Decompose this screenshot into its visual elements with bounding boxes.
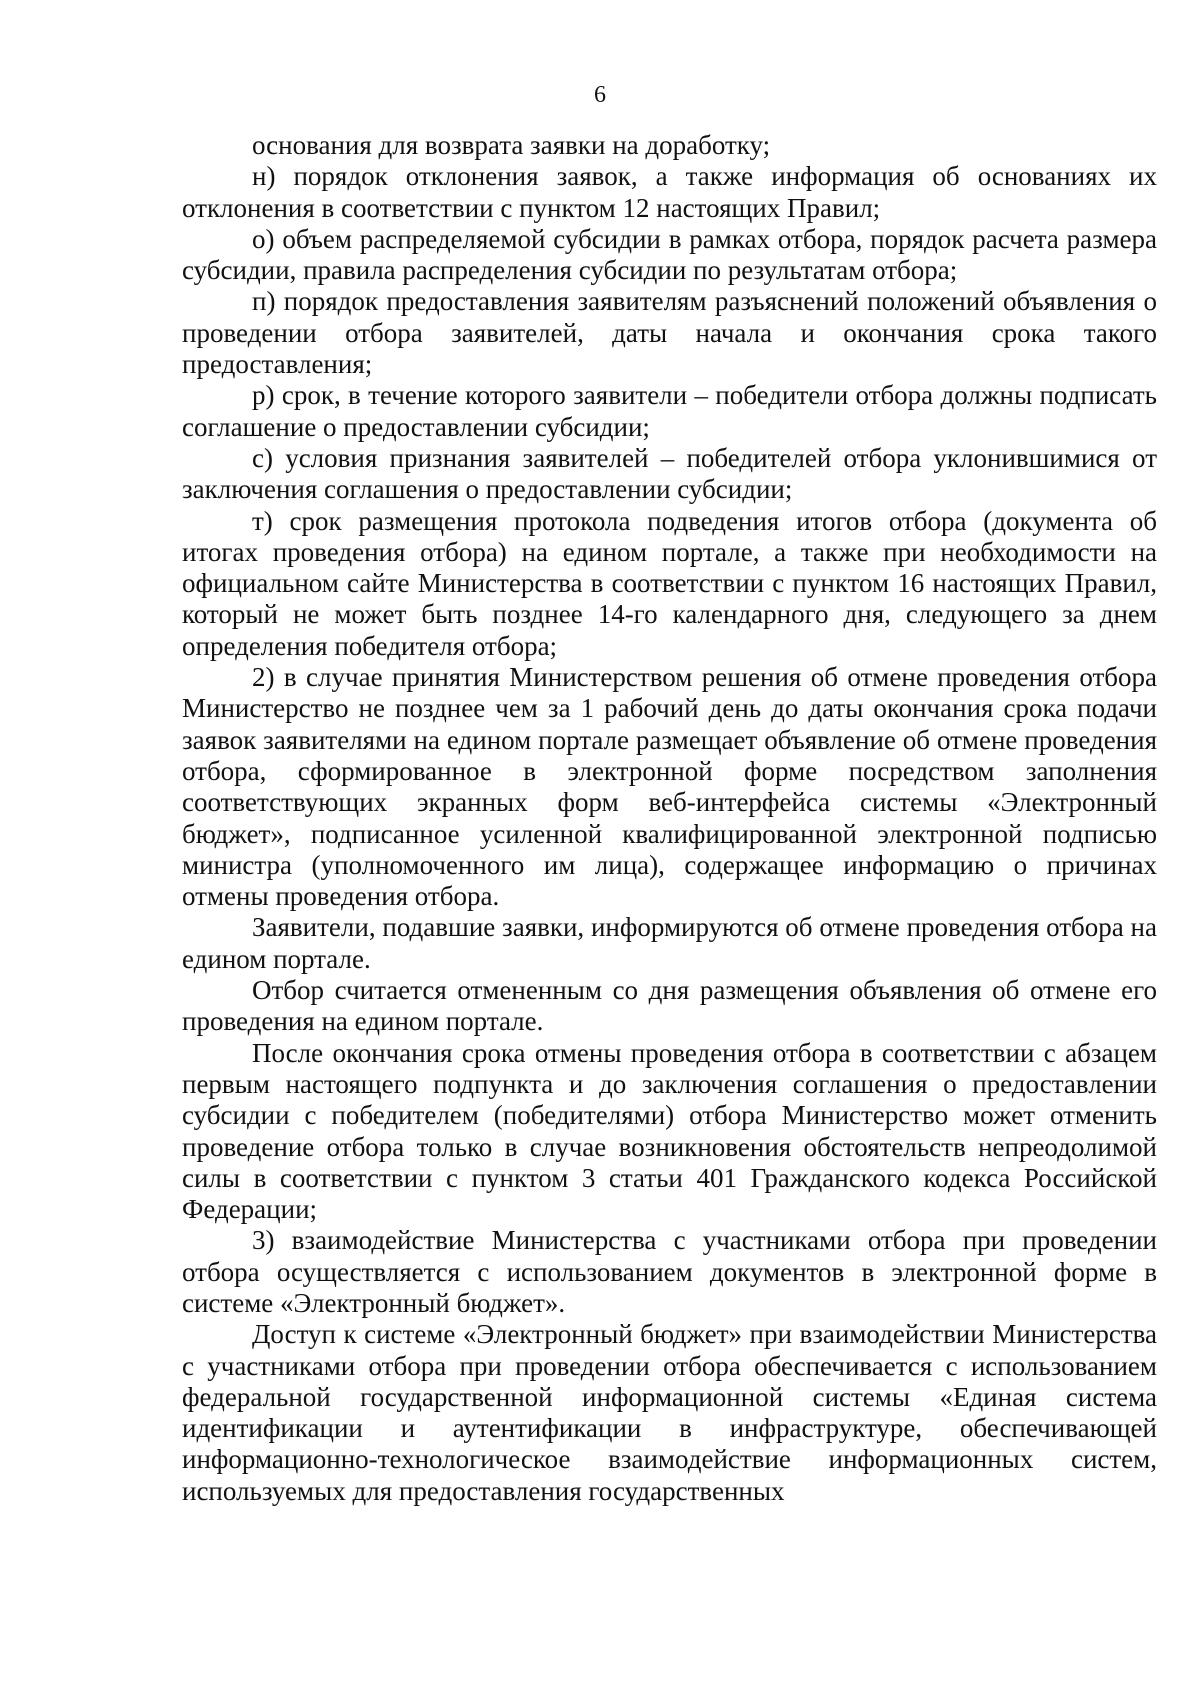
document-body — [182, 130, 1157, 1507]
paragraph: с) условия признания заявителей – победителей отбора уклонившимися от заключения соглашения о предоставлении субсидии; — [182, 442, 1157, 505]
paragraph: Доступ к системе «Электронный бюджет» при взаимодействии Министерства с участниками отбора при проведении отбора обеспечивается с использованием федеральной государственной информационной системы «Единая система идентификации и аутентификации в инфраструктуре, обеспечивающей информационно-технологическое взаимодействие информационных систем, используемых для предоставления государственных — [182, 1319, 1157, 1506]
paragraph: п) порядок предоставления заявителям разъяснений положений объявления о проведении отбора заявителей, даты начала и окончания срока такого предоставления; — [182, 286, 1157, 380]
paragraph: 2) в случае принятия Министерством решения об отмене проведения отбора Министерство не позднее чем за 1 рабочий день до даты окончания срока подачи заявок заявителями на едином портале размещает объявление об отмене проведения отбора, сформированное в электронной форме посредством заполнения соответствующих экранных форм веб-интерфейса системы «Электронный бюджет», подписанное усиленной квалифицированной электронной подписью министра (уполномоченного им лица), содержащее информацию о причинах отмены проведения отбора. — [182, 662, 1157, 912]
paragraph: Отбор считается отмененным со дня размещения объявления об отмене его проведения на едином портале. — [182, 975, 1157, 1037]
paragraph: н) порядок отклонения заявок, а также информация об основаниях их отклонения в соответствии с пунктом 12 настоящих Правил; — [182, 161, 1157, 223]
page-number: 6 — [594, 82, 606, 108]
paragraph: Заявители, подавшие заявки, информируются об отмене проведения отбора на едином портале. — [182, 912, 1157, 974]
paragraph: р) срок, в течение которого заявители – победители отбора должны подписать соглашение о предоставлении субсидии; — [182, 380, 1157, 442]
paragraph: После окончания срока отмены проведения отбора в соответствии с абзацем первым настоящего подпункта и до заключения соглашения о предоставлении субсидии с победителем (победителями) отбора Министерство может отменить проведение отбора только в случае возникновения обстоятельств непреодолимой силы в соответствии с пунктом 3 статьи 401 Гражданского кодекса Российской Федерации; — [182, 1037, 1157, 1225]
paragraph: основания для возврата заявки на доработку; — [252, 130, 771, 160]
paragraph: т) срок размещения протокола подведения итогов отбора (документа об итогах проведения отбора) на едином портале, а также при необходимости на официальном сайте Министерства в соответствии с пунктом 16 настоящих Правил, который не может быть позднее 14-го календарного дня, следующего за днем определения победителя отбора; — [182, 505, 1157, 661]
paragraph: о) объем распределяемой субсидии в рамках отбора, порядок расчета размера субсидии, правила распределения субсидии по результатам отбора; — [182, 223, 1157, 286]
paragraph: 3) взаимодействие Министерства с участниками отбора при проведении отбора осуществляется с использованием документов в электронной форме в системе «Электронный бюджет». — [182, 1225, 1157, 1318]
